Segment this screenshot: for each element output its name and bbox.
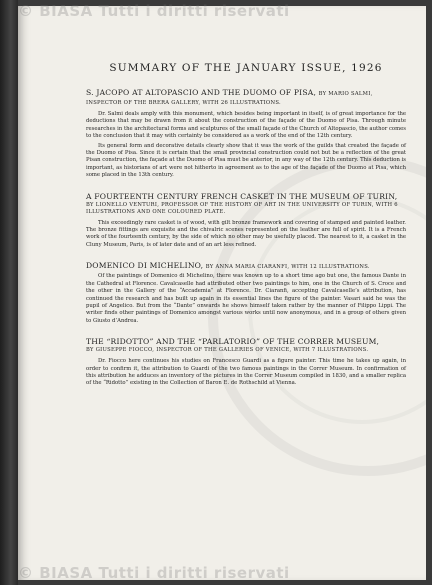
book-spine [0,0,18,585]
article-heading [86,261,406,272]
article-paragraph: Dr. Salmi deals amply with this monument, which besides being important in itself, is of great importance for the deductions that may be drawn from it about the construction of the façade of the Duomo of Pisa. Through minute researches in the architectural forms and sculptures of the small façade of the Church of Altopascio, the author comes to the conclusion that it may with certainty be considered as a work of the end of the 12th century. [86,111,406,140]
document-page [18,6,426,580]
article-paragraph: Of the paintings of Domenico di Michelino, there was known up to a short time ago but one, the famous Dante in the Cathedral at Florence. Cavalcaselle had attributed other two paintings to him, one in the Church of S. Croce and the other in the Gallery of the “Accademia” at Florence. Dr. Ciaranfi, accepting Cavalcaselle’s attribution, has continued the research and has built up again in its essential lines the figure of the painter. Vasari said he was the pupil of Angelico. But from the “Dante” onwards he shows himself taken rather by the manner of Filippo Lippi. The writer finds other paintings of Domenico amongst various works until now anonymous, and in a group of others given to Giusto d’Andrea. [86,273,406,324]
article-title: S. JACOPO AT ALTOPASCIO AND THE DUOMO OF PISA, [86,88,317,97]
article-author: BY ANNA MARIA CIARANFI, WITH 12 ILLUSTRATIONS. [205,264,370,271]
watermark-bottom: © BIASA Tutti i diritti riservati [18,564,290,582]
article-heading [86,88,406,99]
watermark-top: © BIASA Tutti i diritti riservati [18,2,290,20]
article-heading [86,192,406,201]
page-content [86,62,406,400]
article-title: A FOURTEENTH CENTURY FRENCH CASKET IN THE MUSEUM OF TURIN, [86,191,398,201]
article-french-casket [86,192,406,250]
article-paragraph: Its general form and decorative details clearly show that it was the work of the guilds that created the façade of the Duomo of Pisa. Since it is certain that the small provincial construction could not but be a reflection of the great Pisan construction, the façade at the Duomo of Pisa must be anterior, in any way of the 12th century. This deduction is important, as historians of art were not hitherto in agreement as to the age of the façade of the Duomo at Pisa, which some placed in the 13th century. [86,142,406,179]
page-title: SUMMARY OF THE JANUARY ISSUE, 1926 [109,62,383,74]
article-altopascio [86,88,406,180]
article-byline: INSPECTOR OF THE BRERA GALLERY, WITH 26 ILLUSTRATIONS. [86,100,281,106]
article-byline: BY LIONELLO VENTURI, PROFESSOR OF THE HISTORY OF ART IN THE UNIVERSITY OF TURIN, WITH 6 ILLUSTRATIONS AND ONE COLOURED PLATE. [86,201,398,215]
article-correr-museum [86,337,406,388]
article-heading [86,337,406,346]
article-title: THE “RIDOTTO” AND THE “PARLATORIO” OF THE CORRER MUSEUM, [86,337,380,347]
article-paragraph: This exceedingly rare casket is of wood, with gilt bronze framework and covering of stamped and painted leather. The bronze fittings are exquisite and the chivalric scenes represented on the leather are full of spirit. It is a French work of the fourteenth century, by the side of which no other may be usefully placed. The nearest to it, a casket in the Cluny Museum, Paris, is of later date and of an art less refined. [86,219,406,248]
article-byline: BY GIUSEPPE FIOCCO, INSPECTOR OF THE GALLERIES OF VENICE, WITH 7 ILLUSTRATIONS. [86,347,369,354]
article-michelino [86,261,406,325]
article-paragraph: Dr. Fiocco here continues his studies on Francesco Guardi as a figure painter. This time he takes up again, in order to confirm it, the attribution to Guardi of the two famous paintings in the Correr Museum. In confirmation of this attribution he adduces an inventory of the pictures in the Correr Museum compiled in 1830, and a smaller replica of the “Ridotto” existing in the Collection of Baron E. de Rothschild at Vienna. [86,358,406,387]
article-title: DOMENICO DI MICHELINO, [86,261,204,271]
article-author: BY MARIO SALMI, [318,91,373,97]
